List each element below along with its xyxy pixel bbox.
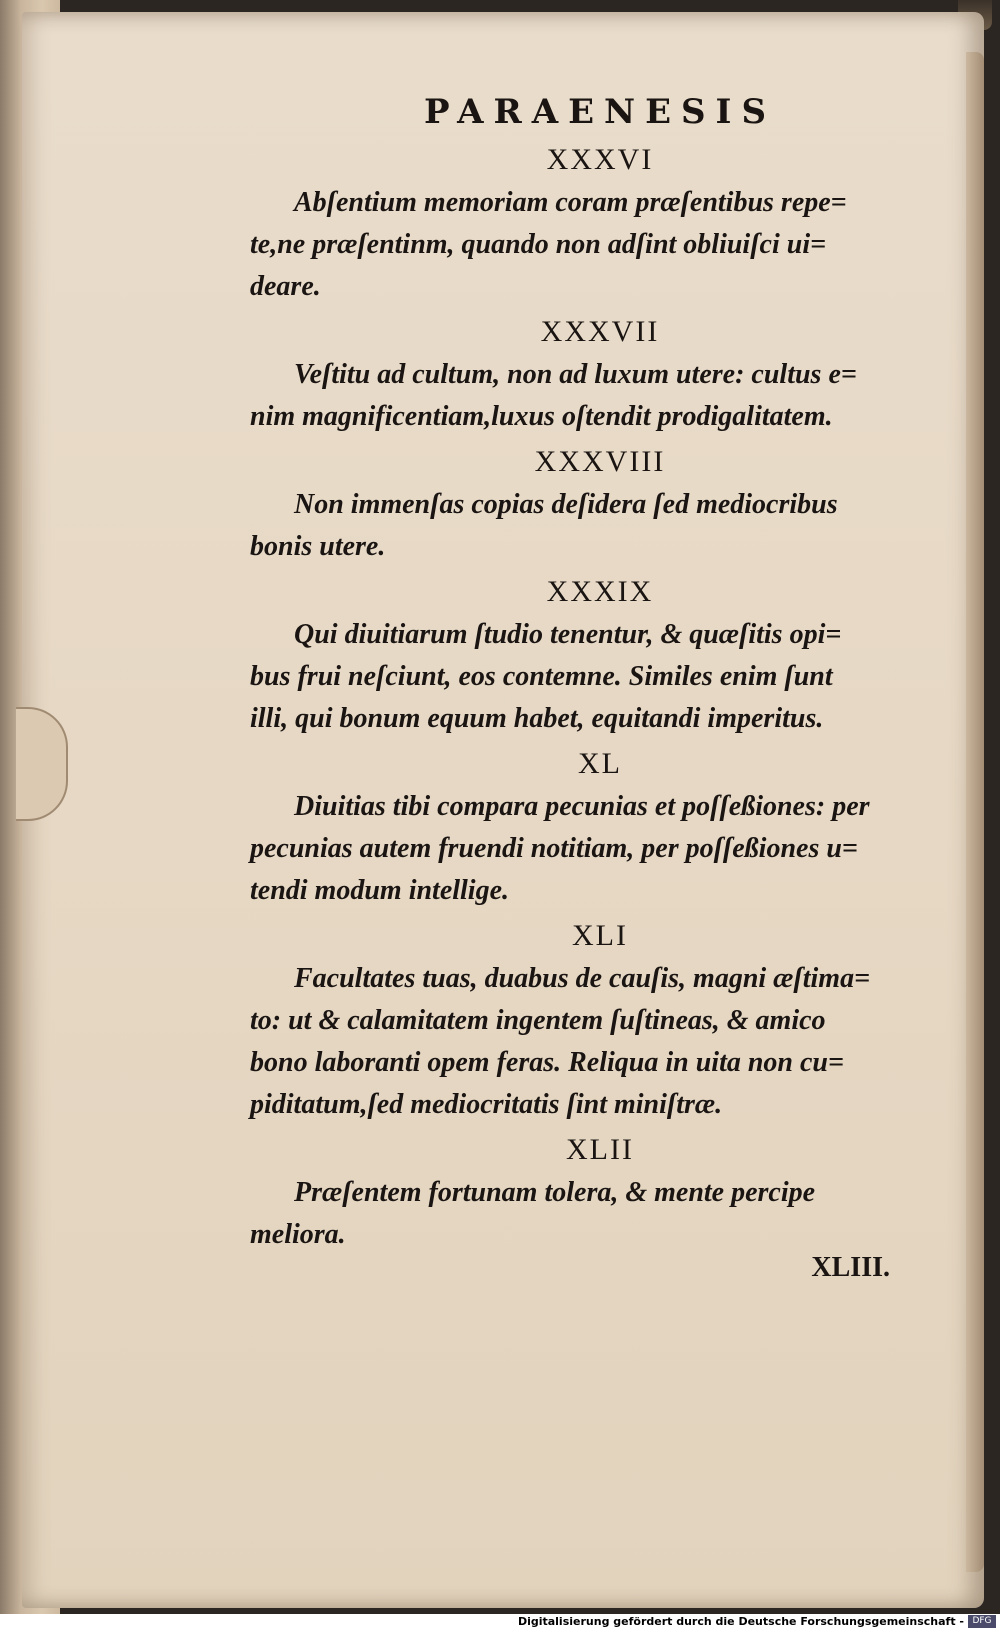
paragraph-line: bus frui neſciunt, eos contemne. Similes enim ſunt [250, 661, 833, 692]
footer-credit: Digitalisierung gefördert durch die Deutsche Forschungsgemeinschaft - [517, 1615, 964, 1628]
running-head: PARAENESIS [423, 92, 777, 132]
paragraph-line: Non immenſas copias deſidera ſed mediocribus [294, 489, 838, 520]
paragraph-line: Qui diuitiarum ſtudio tenentur, & quæſitis opi= [294, 619, 842, 650]
paragraph-line: Diuitias tibi compara pecunias et poſſeßiones: per [294, 791, 870, 822]
paragraph-line: te,ne præſentinm, quando non adſint obliuiſci ui= [250, 229, 827, 260]
section-paragraph [250, 786, 950, 912]
section-paragraph [250, 958, 950, 1126]
dfg-logo: DFG [968, 1615, 996, 1628]
paragraph-line: bono laboranti opem feras. Reliqua in uita non cu= [250, 1047, 844, 1078]
paragraph-line: nim magnificentiam,luxus oſtendit prodigalitatem. [250, 401, 833, 432]
page-tab-marker [16, 707, 68, 821]
section-numeral: XL [578, 747, 622, 780]
section-numeral: XXXVIII [534, 445, 666, 478]
section-paragraph [250, 484, 950, 568]
page-gutter-shadow [966, 52, 984, 1572]
paragraph-line: illi, qui bonum equum habet, equitandi imperitus. [250, 703, 824, 734]
section-paragraph [250, 1172, 950, 1256]
paragraph-line: Præſentem fortunam tolera, & mente percipe [294, 1177, 816, 1208]
catchword: XLIII. [811, 1252, 890, 1283]
paragraph-line: piditatum,ſed mediocritatis ſint miniſtræ. [250, 1089, 723, 1120]
paragraph-line: Veſtitu ad cultum, non ad luxum utere: cultus e= [294, 359, 857, 390]
section-numeral: XLI [572, 919, 628, 952]
page-text [250, 92, 950, 1258]
paragraph-line: meliora. [250, 1219, 346, 1250]
section-paragraph [250, 182, 950, 308]
paragraph-line: bonis utere. [250, 531, 386, 562]
paragraph-line: Facultates tuas, duabus de cauſis, magni æſtima= [294, 963, 871, 994]
digitization-footer [0, 1614, 1000, 1630]
sections-container [250, 138, 950, 1256]
section-paragraph [250, 614, 950, 740]
section-numeral: XLII [566, 1133, 634, 1166]
paragraph-line: pecunias autem fruendi notitiam, per poſſeßiones u= [250, 833, 858, 864]
section-numeral: XXXVI [546, 143, 654, 176]
section-numeral: XXXVII [540, 315, 660, 348]
paragraph-line: deare. [250, 271, 321, 302]
paragraph-line: Abſentium memoriam coram præſentibus repe= [294, 187, 847, 218]
paragraph-line: tendi modum intellige. [250, 875, 510, 906]
paragraph-line: to: ut & calamitatem ingentem ſuſtineas, & amico [250, 1005, 826, 1036]
section-numeral: XXXIX [546, 575, 654, 608]
section-paragraph [250, 354, 950, 438]
